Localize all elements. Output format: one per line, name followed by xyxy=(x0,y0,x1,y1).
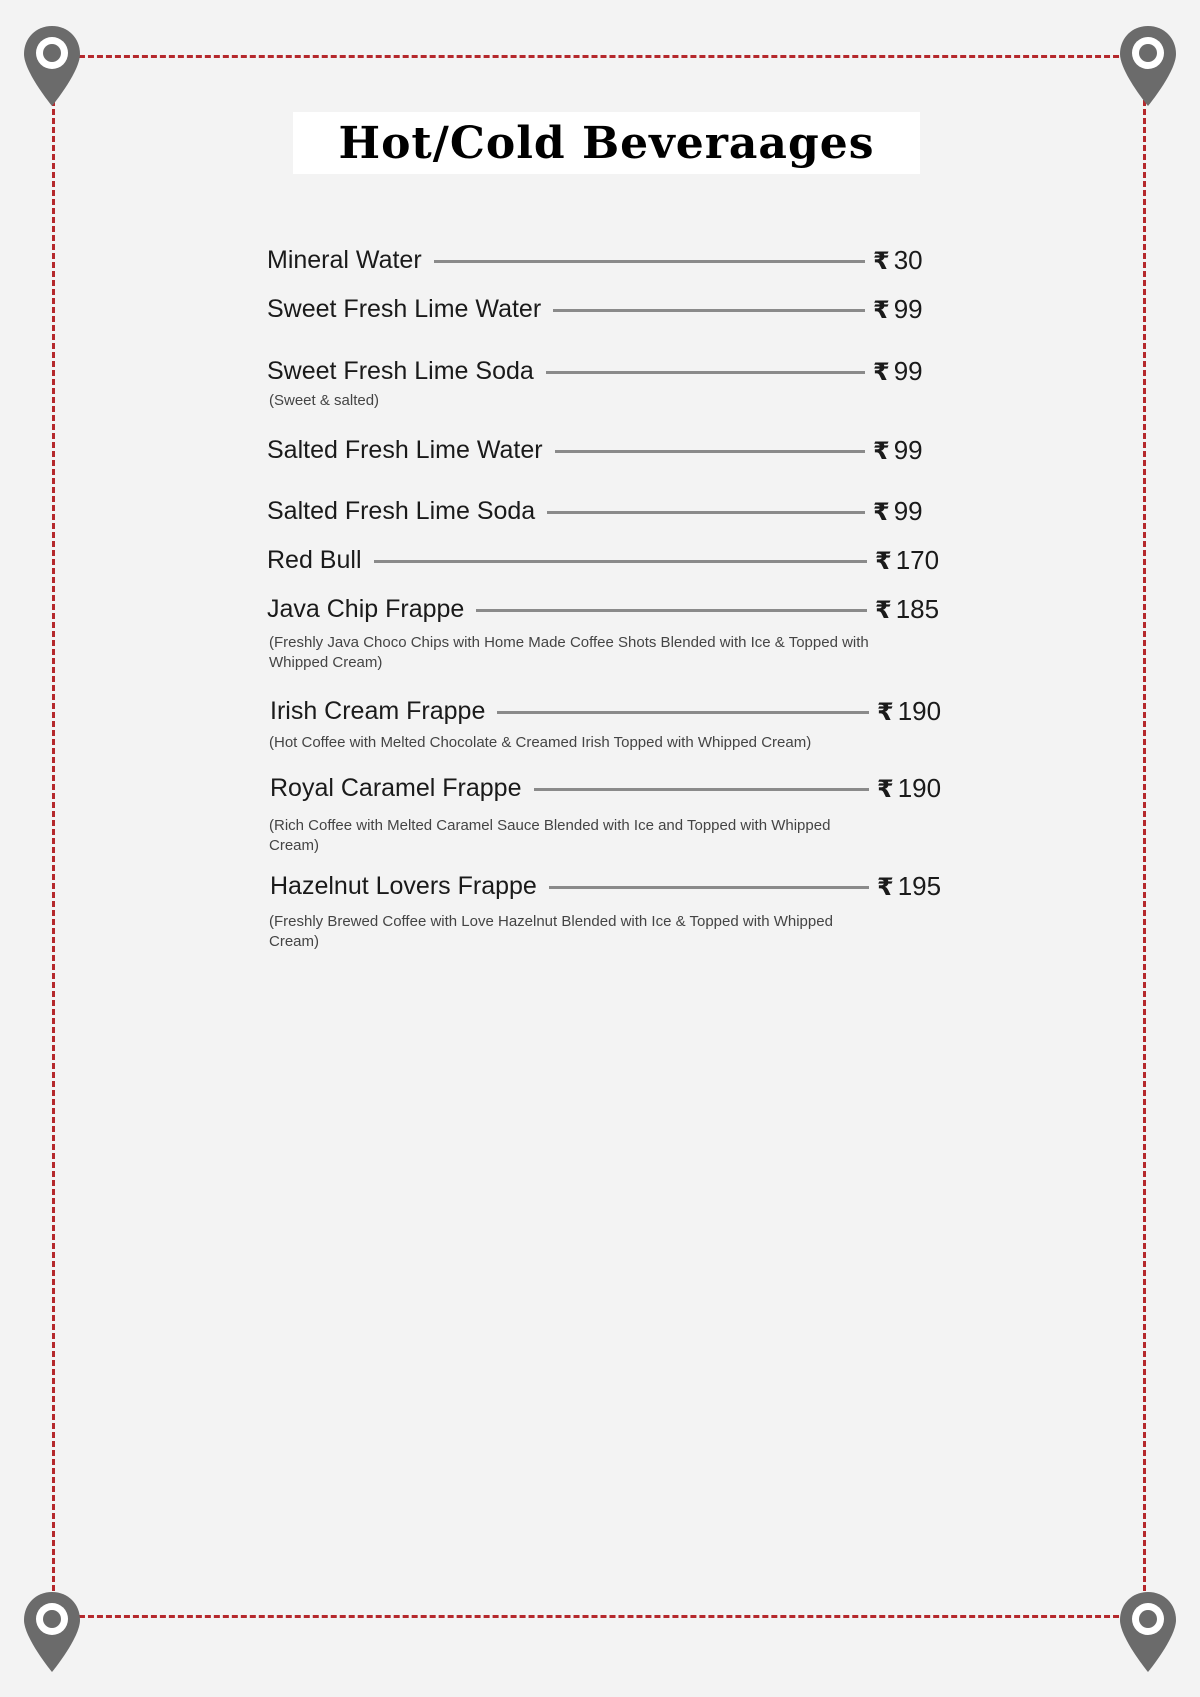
menu-item xyxy=(267,491,947,531)
leader-line xyxy=(555,450,865,453)
item-price: ₹ 190 xyxy=(877,773,942,803)
menu-item xyxy=(267,768,947,856)
item-description: (Freshly Java Choco Chips with Home Made Coffee Shots Blended with Ice & Topped with Whipped Cream) xyxy=(269,634,869,671)
menu-item xyxy=(267,430,947,470)
item-name: Salted Fresh Lime Water xyxy=(267,436,543,464)
leader-line xyxy=(549,886,869,889)
rupee-icon: ₹ xyxy=(873,296,890,324)
rupee-icon: ₹ xyxy=(873,358,890,386)
map-pin-icon xyxy=(22,1590,82,1674)
map-pin-icon xyxy=(1118,24,1178,108)
rupee-icon: ₹ xyxy=(873,498,890,526)
item-price: ₹ 99 xyxy=(873,435,923,465)
menu-item xyxy=(267,691,947,753)
rupee-icon: ₹ xyxy=(873,247,890,275)
item-price: ₹ 99 xyxy=(873,496,923,526)
menu-item xyxy=(267,589,947,673)
rupee-icon: ₹ xyxy=(875,547,892,575)
item-name: Salted Fresh Lime Soda xyxy=(267,497,536,525)
item-name: Royal Caramel Frappe xyxy=(270,774,522,802)
rupee-icon: ₹ xyxy=(877,775,894,803)
leader-line xyxy=(434,260,865,263)
item-name: Hazelnut Lovers Frappe xyxy=(270,872,537,900)
map-pin-icon xyxy=(1118,1590,1178,1674)
menu-item xyxy=(267,351,947,411)
item-name: Red Bull xyxy=(267,546,362,574)
item-price: ₹ 185 xyxy=(875,594,940,624)
leader-line xyxy=(546,371,865,374)
leader-line xyxy=(553,309,865,312)
item-description: (Hot Coffee with Melted Chocolate & Creamed Irish Topped with Whipped Cream) xyxy=(269,734,812,751)
leader-line xyxy=(534,788,869,791)
item-price: ₹ 195 xyxy=(877,871,942,901)
leader-line xyxy=(547,511,865,514)
map-pin-icon xyxy=(22,24,82,108)
page-title: Hot/Cold Beveraages xyxy=(338,117,875,169)
item-description: (Rich Coffee with Melted Caramel Sauce Blended with Ice and Topped with Whipped Cream) xyxy=(269,817,831,854)
item-name: Irish Cream Frappe xyxy=(270,697,486,725)
rupee-icon: ₹ xyxy=(875,596,892,624)
leader-line xyxy=(497,711,869,714)
item-price: ₹ 99 xyxy=(873,356,923,386)
item-description: (Freshly Brewed Coffee with Love Hazelnut Blended with Ice & Topped with Whipped Cream) xyxy=(269,913,833,950)
item-name: Sweet Fresh Lime Soda xyxy=(267,357,534,385)
item-name: Java Chip Frappe xyxy=(267,595,465,623)
rupee-icon: ₹ xyxy=(873,437,890,465)
menu-item xyxy=(267,240,947,280)
item-name: Sweet Fresh Lime Water xyxy=(267,295,542,323)
leader-line xyxy=(476,609,867,612)
item-price: ₹ 99 xyxy=(873,294,923,324)
menu-item xyxy=(267,866,947,952)
title-banner xyxy=(293,112,920,174)
item-description: (Sweet & salted) xyxy=(269,392,380,409)
menu-item xyxy=(267,289,947,329)
menu-item xyxy=(267,540,947,580)
item-price: ₹ 30 xyxy=(873,245,923,275)
item-price: ₹ 170 xyxy=(875,545,940,575)
item-price: ₹ 190 xyxy=(877,696,942,726)
rupee-icon: ₹ xyxy=(877,698,894,726)
leader-line xyxy=(374,560,867,563)
item-name: Mineral Water xyxy=(267,246,422,274)
rupee-icon: ₹ xyxy=(877,873,894,901)
